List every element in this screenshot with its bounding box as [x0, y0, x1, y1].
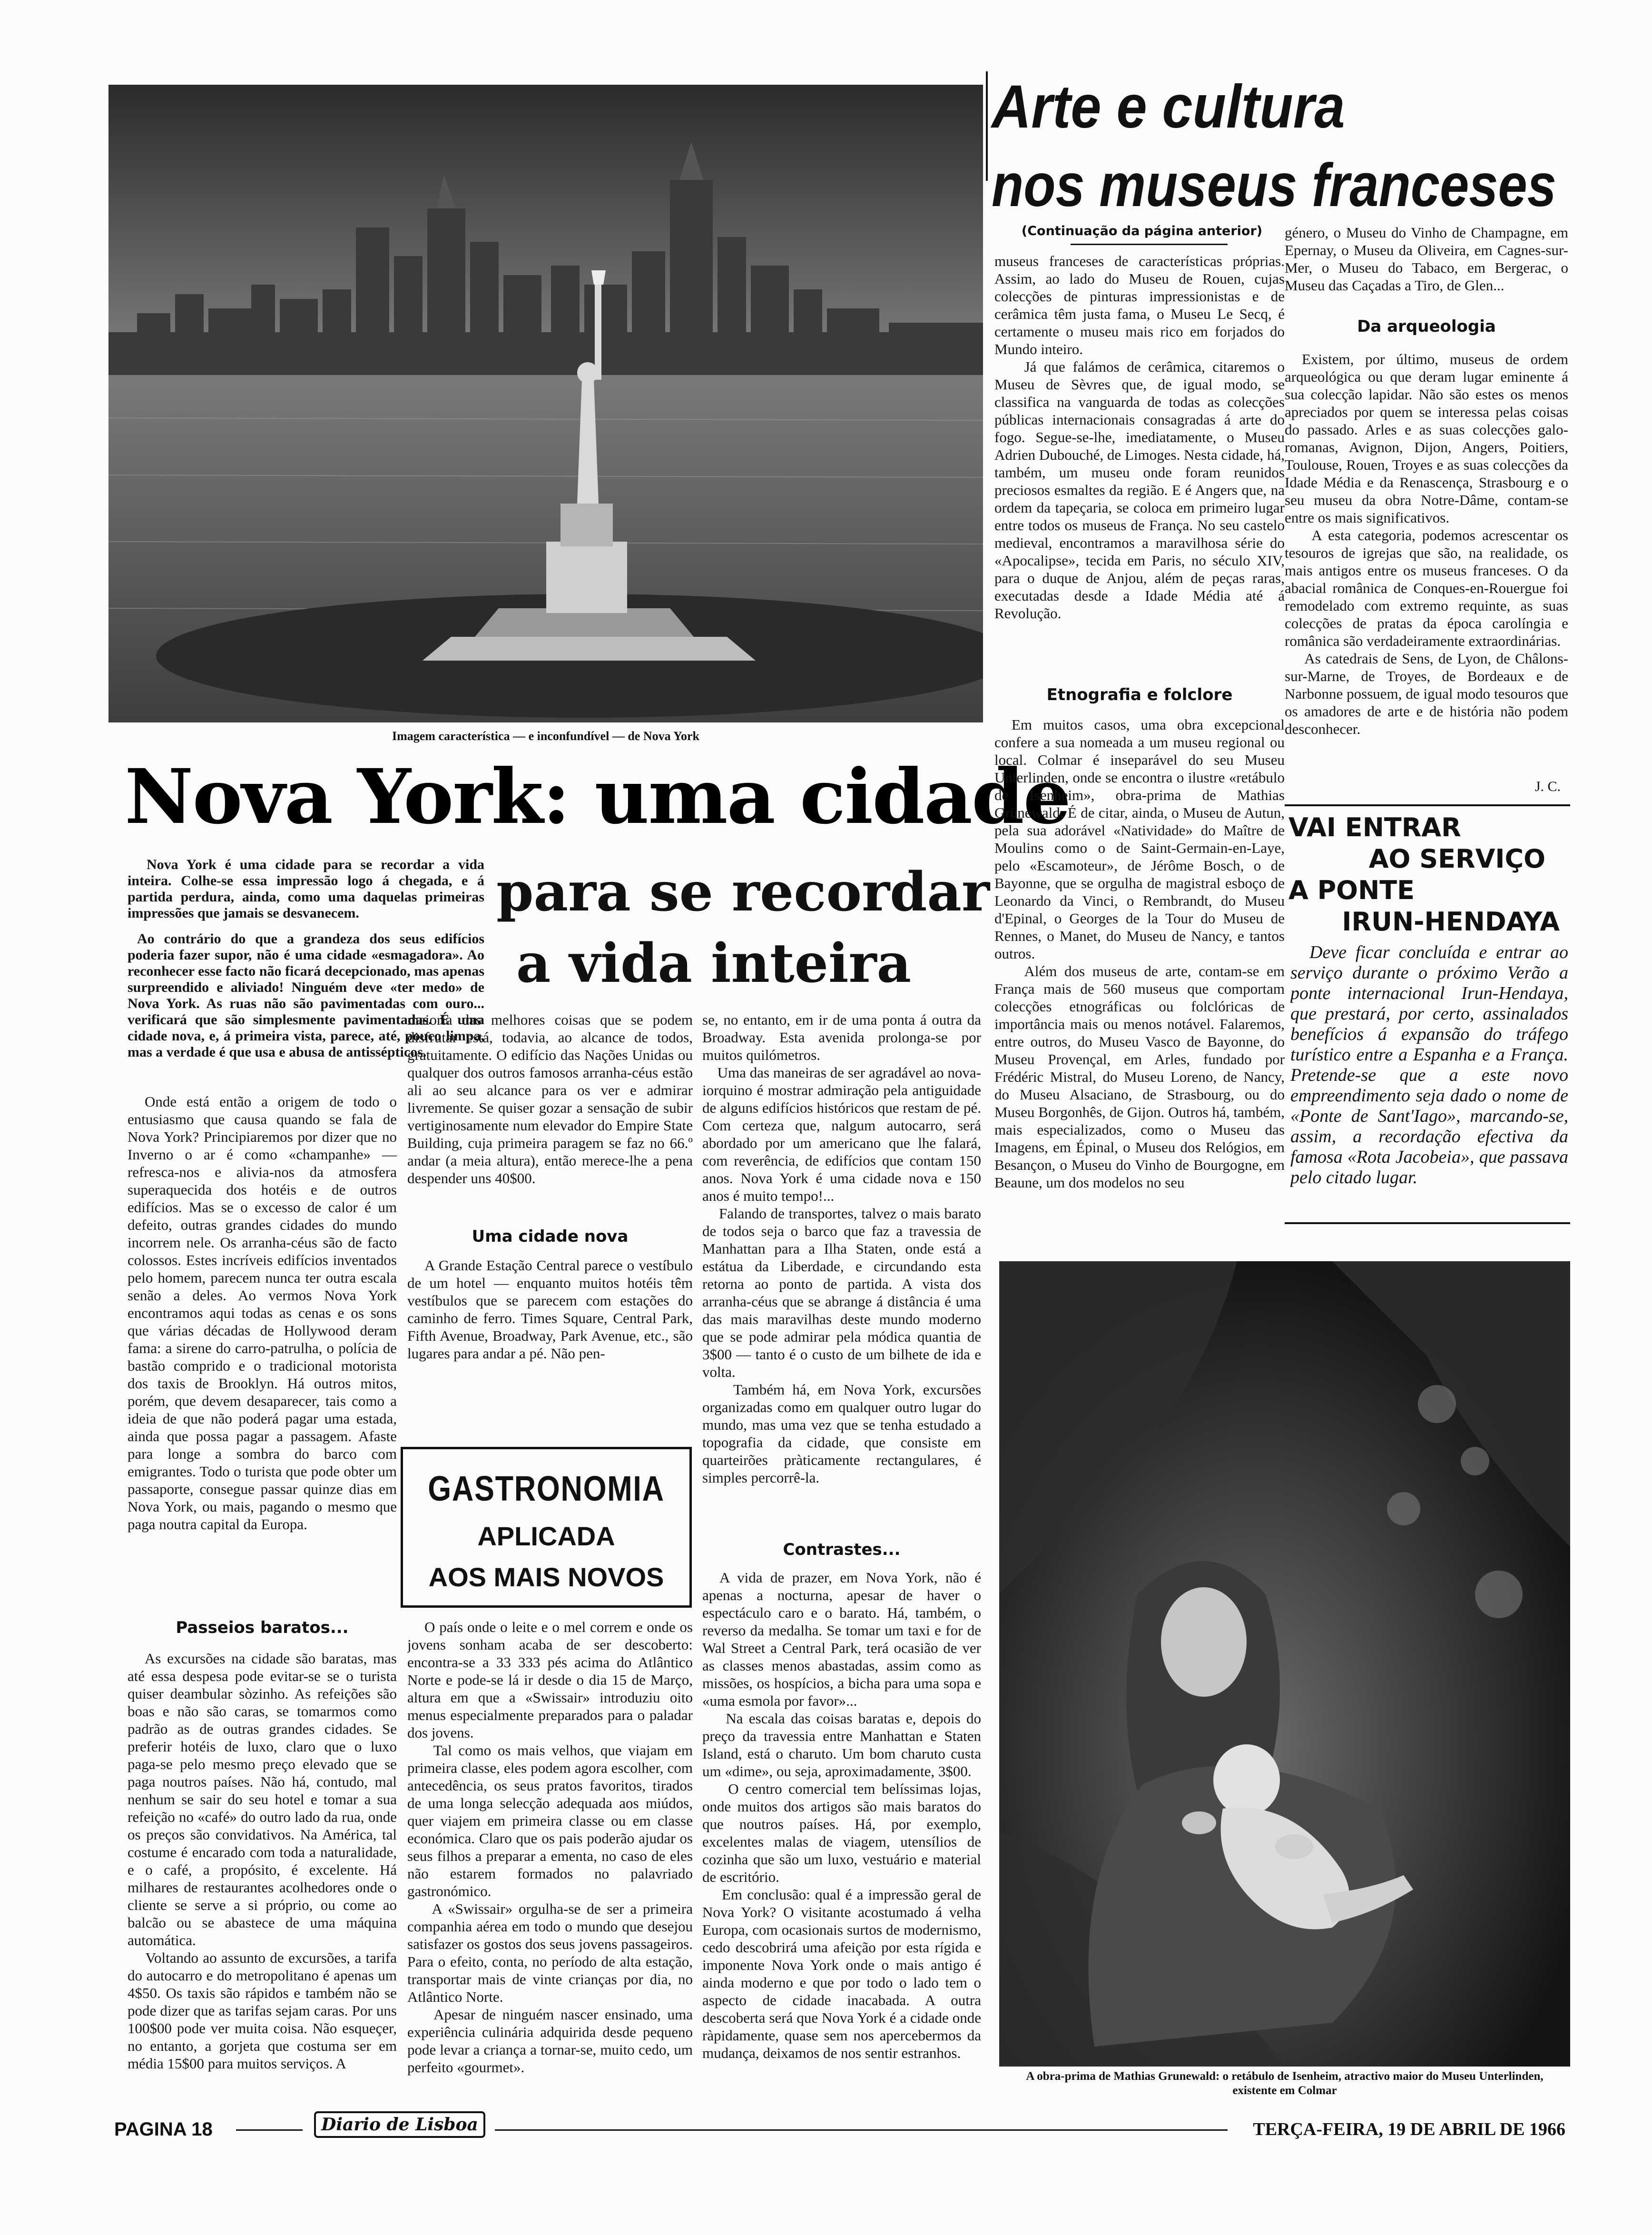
arte-column-2-b: Existem, por último, museus de ordem arqueológica ou que deram lugar eminente á sua colecção lapidar. Não são estes os menos apreciados por quem se interessa pelas coisas do passado. Arles e as suas colecções galo-romanas, Avignon, Dijon, Angers, Poitiers, Toulouse, Rouen, Troyes e as suas colecções da Idade Média e da Renascença, Strasbourg e o seu museu da obra Notre-Dâme, contam-se entre os mais significativos. A esta categoria, podemos acrescentar os tesouros de igrejas que são, na realidade, os mais antigos entre os museus franceses. O da abacial românica de Conques-en-Rouergue foi remodelado com extremo requinte, as suas colecções de pratas da época carolíngia e românica são verdadeiramente extraordinárias. As catedrais de Sens, de Lyon, de Châlons-sur-Marne, de Troyes, de Bordeaux e de Narbonne possuem, de igual modo tesouros que os amadores de arte e de história não podem desconhecer. — [1285, 351, 1568, 737]
arte-subhead-etnografia: Etnografia e folclore — [1046, 685, 1233, 704]
ny-subhead-cidade-nova: Uma cidade nova — [472, 1227, 629, 1246]
ponte-top-rule — [1285, 804, 1570, 806]
ny-column-3-b: A vida de prazer, em Nova York, não é apenas a nocturna, apesar de haver o espectáculo caro e o barato. Há, também, o reverso da medalha. Se tomar um taxi e for de Wal Street a Central Park, terá ocasião de ver as classes menos abastadas, assim como as missões, os hospícios, a bicha para uma sopa e «uma esmola por favor»... Na escala das coisas baratas e, depois do preço da travessia entre Manhattan e Staten Island, está o charuto. Um bom charuto custa um «dime», ou seja, aproximadamente, 3$00. O centro comercial tem belíssimas lojas, onde muitos dos artigos são mais baratos do que noutros países. Há, por exemplo, excelentes malas de viagem, utensílios de cozinha que são um luxo, vestuário e material de escritório. Em conclusão: qual é a impressão geral de Nova York? O visitante acostumado á velha Europa, com ocasionais surtos de modernismo, cedo descobrirá uma afeição por esta rígida e imponente Nova York onde o mais antigo é ainda moderno e que por todo o lado tem o aspecto de cidade inacabada. A outra descoberta será que Nova York é a cidade onde ràpidamente, quase sem nos apercebermos da mudança, deixamos de nos sentir estranhos. — [702, 1569, 981, 2061]
statue-of-liberty-image — [108, 85, 983, 722]
new-york-photo — [108, 85, 983, 722]
ponte-headline — [1288, 812, 1569, 938]
ponte-text: Deve ficar concluída e entrar ao serviço durante o próximo Verão a ponte internacional Irun-Hendaya, que prestará, por certo, assinalados benefícios á expansão do tráfego turístico entre a Espanha e a França. Pretende-se que a este novo empreendimento seja dado o nome de «Ponte de Sant'Iago», marcando-se, assim, a recordação efectiva da famosa «Rota Jacobeia», que passava pelo citado lugar. — [1290, 942, 1568, 1187]
footer-rule-right — [495, 2129, 1228, 2131]
footer-date: TERÇA-FEIRA, 19 DE ABRIL DE 1966 — [1253, 2119, 1565, 2139]
arte-title-1: Arte e cultura — [992, 73, 1345, 141]
column-rule — [986, 71, 988, 181]
arte-column-2: género, o Museu do Vinho de Champagne, em Epernay, o Museu da Oliveira, em Cagnes-sur-Mer, o Museu do Tabaco, em Bergerac, o Museu das Caçadas a Tiro, de Glen... — [1285, 224, 1568, 294]
ny-column-3: se, no entanto, em ir de uma ponta á outra da Broadway. Esta avenida prolonga-se por muitos quilómetros. Uma das maneiras de ser agradável ao nova-iorquino é mostrar admiração pela antiguidade de alguns edifícios históricos que restam de pé. Com certeza que, nalgum autocarro, será abordado por um americano que lhe falará, com reverência, de edifícios que contam 150 anos. Nova York é uma cidade nova e 150 anos é muito tempo!... Falando de transportes, talvez o mais barato de todos seja o barco que faz a travessia de Manhattan para a Ilha Staten, onde está a estátua da Liberdade, e circundando esta retorna ao ponto de partida. A vista dos arranha-céus que se abrange á distância é uma das mais maravilhas deste mundo moderno que se pode admirar pela módica quantia de 3$00 — tanto é o custo de um bilhete de ida e volta. Também há, em Nova York, excursões organizadas como em qualquer outro lugar do mundo, mas uma vez que se tenha estudado a topografia da cidade, que consiste em quarteirões pràticamente rectangulares, é simples percorrê-la. — [702, 1011, 981, 1486]
ponte-line-3: A PONTE — [1288, 875, 1415, 905]
arte-column-1-b: Em muitos casos, uma obra excepcional confere a sua nomeada a um museu regional ou local. Colmar é inseparável do seu Museu Unterlinden, onde se encontra o ilustre «retábulo de Isenheim», obra-prima de Mathias Grünewald. É de citar, ainda, o Museu de Autun, pela sua adorável «Natividade» do Maître de Moulins como o de Saint-Germain-en-Laye, pelo «Escamoteur», de Jérôme Bosch, o de Bayonne, que se orgulha de magistral esboço de Leonardo da Vinci, o Rembrandt, do Museu d'Epinal, o Georges de la Tour do Museu de Rennes, o Manet, do Museu de Nancy, e tantos outros. Além dos museus de arte, contam-se em França mais de 560 museus que comportam colecções etnográficas ou folclóricas de importância mais ou menos notável. Falaremos, entre outros, do Museu Vasco de Bayonne, do Museu Provençal, em Arles, fundado por Frédéric Mistral, do Museu Loreno, de Nancy, do Museu Alsaciano, de Strasbourg, ou do Museu Borgonhês, de Gijon. Outros há, também, mais especializados, como o Museu das Imagens, em Épinal, o Museu dos Relógios, em Besançon, o Museu do Vinho de Bourgogne, em Beaune, um dos modelos no seu — [994, 716, 1285, 1191]
gastronomia-text: O país onde o leite e o mel correm e onde os jovens sonham acaba de ser descoberto: encontra-se a 33 333 pés acima do Atlântico Norte e pode-se lá ir desde o dia 15 de Março, altura em que a «Swissair» introduziu oito menus especialmente preparados para o paladar dos jovens. Tal como os mais velhos, que viajam em primeira classe, eles podem agora escolher, com antecedência, os seus pratos favoritos, tirados de uma longa selecção adequada aos miúdos, quer viajem em primeira classe ou em classe económica. Claro que os pais poderão ajudar os seus filhos a preparar a ementa, no caso de eles não estarem formados no palavriado gastronómico. A «Swissair» orgulha-se de ser a primeira companhia aérea em todo o mundo que desejou satisfazer os gostos dos seus jovens passageiros. Para o efeito, conta, no período de alta estação, transportar mais de vinte crianças por dia, no Atlântico Norte. Apesar de ninguém nascer ensinado, uma experiência culinária adquirida desde pequeno pode levar a criança a tornar-se, muito cedo, um perfeito «gourmet». — [407, 1619, 693, 2076]
footer-logo: Diario de Lisboa — [314, 2111, 485, 2138]
arte-rule — [1071, 244, 1228, 245]
ponte-line-2: AO SERVIÇO — [1368, 844, 1545, 874]
gastronomia-line-2: APLICADA — [477, 1521, 615, 1551]
ny-column-2: maioria das melhores coisas que se podem disfrutar está, todavia, ao alcance de todos, gratuitamente. O edifício das Nações Unidas ou qualquer dos outros famosos arranha-céus estão ali ao seu alcance para os ver e admirar livremente. Se quiser gozar a sensação de subir vertiginosamente num elevador do Empire State Building, cuja primeira paragem se faz no 66.º andar (a meia altura), então merece-lhe a pena despender uns 40$00. — [407, 1011, 693, 1187]
gastronomia-box — [401, 1447, 692, 1608]
arte-subhead-arqueologia: Da arqueologia — [1357, 317, 1496, 336]
ny-column-2-b: A Grande Estação Central parece o vestíbulo de um hotel — enquanto muitos hotéis têm vestíbulos que se parecem com estações do caminho de ferro. Times Square, Central Park, Fifth Avenue, Broadway, Park Avenue, etc., são lugares para andar a pé. Não pen- — [407, 1257, 693, 1362]
footer-rule-left — [236, 2129, 303, 2131]
ny-subhead-contrastes: Contrastes... — [783, 1540, 901, 1559]
ny-column-1-b: As excursões na cidade são baratas, mas até essa despesa pode evitar-se se o turista quiser deambular sòzinho. As refeições são boas e não são caras, se tomarmos como padrão as de outras grandes cidades. Se preferir hotéis de luxo, claro que o luxo paga-se pelo mesmo preço elevado que se paga noutros países. Não há, contudo, mal nenhum se sair do seu hotel e tomar a sua refeição no «café» do outro lado da rua, onde os preços são convidativos. Na América, tal costume é encarado com toda a naturalidade, e o café, a propósito, é excelente. Há milhares de restaurantes acolhedores onde o cliente se serve a si próprio, ou come ao balcão ou se abastece de uma máquina automática. Voltando ao assunto de excursões, a tarifa do autocarro e do metropolitano é apenas um 4$50. Os taxis são rápidos e também não se pode dizer que as tarifas sejam caras. Por uns 100$00 pode ver muita coisa. Não esqueçer, no entanto, a gorjeta que costuma ser em média 15$00 para muitos serviços. A — [128, 1650, 397, 2072]
ny-headline: Nova York: uma cidade — [125, 753, 1071, 841]
arte-column-1: museus franceses de características próprias. Assim, ao lado do Museu de Rouen, cujas colecções de pinturas impressionistas e de cerâmica têm justa fama, o Museu Le Secq, é certamente o museu mais rico em forjados do Mundo inteiro. Já que falámos de cerâmica, citaremos o Museu de Sèvres que, de igual modo, se classifica na vanguarda de todas as colecções públicas internacionais consagradas á arte do fogo. Segue-se-lhe, imediatamente, o Museu Adrien Dubouché, de Limoges. Nesta cidade, há, também, um museu onde foram reunidos preciosos esmaltes da região. E é Angers que, na ordem da tapeçaria, se coloca em primeiro lugar entre todos os museus de França. No seu castelo medieval, encontramos a maravilhosa série do «Apocalipse», tecida em Paris, no século XIV, para o duque de Anjou, além de peças raras, executadas desde a Idade Média até á Revolução. — [994, 253, 1285, 622]
footer-page-number: PAGINA 18 — [114, 2119, 213, 2140]
ny-lead: Nova York é uma cidade para se recordar a vida inteira. Colhe-se essa impressão logo á chegada, e á partida perdura, ainda, como uma daquelas primeiras impressões que jamais se desvanecem. — [128, 857, 484, 921]
ponte-bottom-rule — [1285, 1222, 1570, 1224]
isenheim-altarpiece-photo — [999, 1261, 1570, 2067]
ny-column-1: Onde está então a origem de todo o entusiasmo que causa quando se fala de Nova York? Principiaremos por dizer que no Inverno o ar é como «champanhe» — refresca-nos e alivia-nos da atmosfera superaquecida dos hotéis e de outros edifícios. Mas se o excesso de calor é um defeito, outras grandes cidades do mundo incorrem nele. Os arranha-céus são de facto colossos. Estes incríveis edifícios inventados pelo homem, parecem nunca ter outra escala senão a deles. Ao vermos Nova York encontramos aqui todas as cenas e os sons que várias décadas de Hollywood deram fama: a sirene do carro-patrulha, o polícia de bastão comprido e o tradicional motorista dos taxis de Brooklyn. Há outros mitos, porém, que devem desaparecer, tais como a ideia de que não poderá pagar uma estada, ainda que possa pagar a passagem. Afaste para longe a sombra do barco com emigrantes. Todo o turista que pode obter um passaporte, consegue passar quinze dias em Nova York, ou mais, pagando o mesmo que paga noutra capital da Europa. — [128, 1093, 397, 1533]
arte-title-2: nos museus franceses — [992, 151, 1556, 219]
new-york-photo-caption: Imagem característica — e inconfundível — de Nova York — [392, 729, 700, 743]
ponte-line-1: VAI ENTRAR — [1288, 812, 1461, 842]
gastronomia-title: GASTRONOMIA — [428, 1469, 665, 1508]
gastronomia-line-3: AOS MAIS NOVOS — [428, 1562, 664, 1592]
ny-subhead-passeios: Passeios baratos... — [176, 1618, 349, 1637]
ny-subtitle-2: a vida inteira — [516, 932, 912, 995]
ny-lead-2: Ao contrário do que a grandeza dos seus edifícios poderia fazer supor, não é uma cidade «esmagadora». Ao reconhecer esse facto não ficará decepcionado, mas apenas surpreendido e aliviado! Ninguém deve «ter medo» de Nova York. As ruas não são pavimentadas com ouro... verificará que são simplesmente pavimentadas. É uma cidade nova, e, á primeira vista, parece, até, pouco limpa, mas a verdade é que usa e abusa de antissépticos. — [128, 931, 484, 1060]
arte-signature: J. C. — [1534, 779, 1561, 794]
madonna-and-child-image — [999, 1261, 1570, 2067]
arte-continuation: (Continuação da página anterior) — [1021, 224, 1263, 238]
ny-subtitle-1: para se recordar — [496, 861, 990, 923]
ponte-line-4: IRUN-HENDAYA — [1342, 907, 1560, 937]
isenheim-photo-caption: A obra-prima de Mathias Grunewald: o retábulo de Isenheim, atractivo maior do Museu Unterlinden, existente em Colmar — [1026, 2070, 1544, 2097]
